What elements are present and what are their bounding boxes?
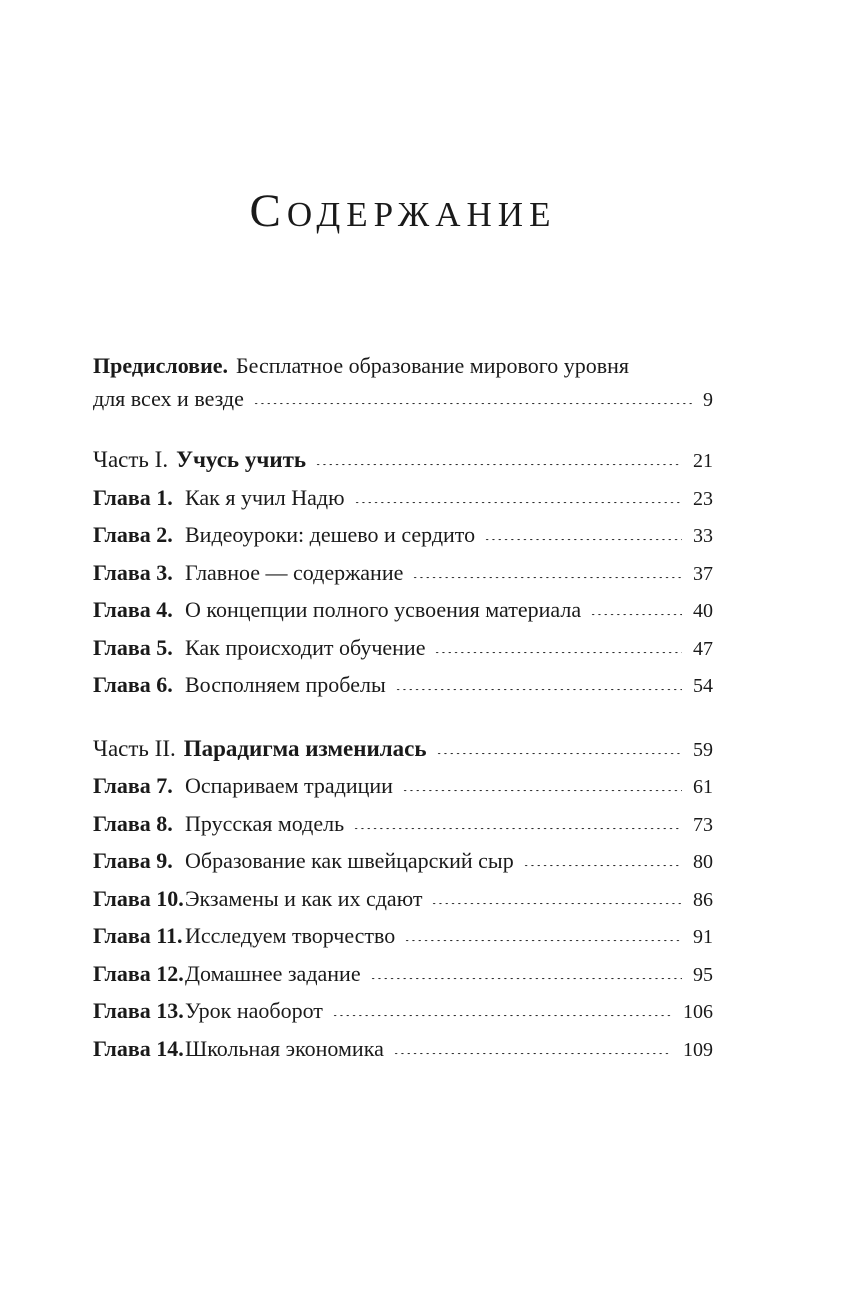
chapter-label: Глава 9. bbox=[93, 848, 173, 873]
page-number: 80 bbox=[693, 851, 713, 873]
page-number: 40 bbox=[693, 600, 713, 622]
chapter-label: Глава 7. bbox=[93, 773, 173, 798]
toc-entry-chapter-12 bbox=[93, 955, 713, 993]
page-number: 37 bbox=[693, 562, 713, 585]
page-number: 91 bbox=[693, 926, 713, 948]
part-title: Учусь учить bbox=[176, 447, 307, 472]
dot-leader bbox=[253, 403, 692, 406]
dot-leader bbox=[402, 790, 682, 793]
page-number: 23 bbox=[693, 487, 713, 510]
chapter-label: Глава 11. bbox=[93, 923, 183, 948]
toc-entry-chapter-7 bbox=[93, 767, 713, 805]
chapter-title: Восполняем пробелы bbox=[185, 672, 386, 697]
chapter-title: Экзамены и как их сдают bbox=[185, 885, 423, 911]
preface-title-line2: для всех и везде bbox=[93, 386, 244, 411]
toc-entry-chapter-10 bbox=[93, 880, 713, 918]
chapter-title: Домашнее задание bbox=[185, 960, 361, 986]
dot-leader bbox=[436, 753, 682, 756]
toc-entry-chapter-13 bbox=[93, 992, 713, 1030]
toc-entry-part2 bbox=[93, 730, 713, 768]
chapter-label: Глава 5. bbox=[93, 634, 173, 660]
page-title: СОДЕРЖАНИЕ bbox=[249, 185, 557, 237]
page-number: 54 bbox=[693, 675, 713, 697]
toc-entry-preface-line1 bbox=[93, 349, 713, 382]
dot-leader bbox=[395, 689, 682, 692]
page-number: 9 bbox=[703, 389, 713, 411]
chapter-label: Глава 2. bbox=[93, 522, 173, 547]
chapter-title: Оспариваем традиции bbox=[185, 773, 393, 798]
chapter-title: Прусская модель bbox=[185, 810, 345, 836]
page-number: 95 bbox=[693, 963, 713, 986]
chapter-title: Как я учил Надю bbox=[185, 484, 345, 510]
chapter-title: Образование как швейцарский сыр bbox=[185, 848, 514, 873]
page-number: 86 bbox=[693, 888, 713, 911]
chapter-label: Глава 4. bbox=[93, 597, 173, 622]
toc-entry-chapter-14 bbox=[93, 1030, 713, 1068]
dot-leader bbox=[353, 828, 682, 831]
chapter-label: Глава 14. bbox=[93, 1035, 184, 1061]
part-title: Парадигма изменилась bbox=[183, 735, 427, 761]
chapter-title: О концепции полного усвоения материала bbox=[185, 597, 582, 622]
chapter-title: Видеоуроки: дешево и сердито bbox=[185, 522, 476, 547]
dot-leader bbox=[431, 903, 682, 906]
chapter-title: Главное — содержание bbox=[185, 559, 404, 585]
toc-entry-chapter-3 bbox=[93, 554, 713, 592]
toc-entry-chapter-9 bbox=[93, 842, 713, 880]
chapter-title: Урок наоборот bbox=[185, 998, 323, 1023]
page-number: 106 bbox=[683, 1001, 713, 1023]
preface-label: Предисловие. bbox=[93, 353, 229, 378]
dot-leader bbox=[484, 539, 682, 542]
dot-leader bbox=[404, 940, 682, 943]
chapter-label: Глава 10. bbox=[93, 885, 184, 911]
dot-leader bbox=[370, 978, 682, 981]
chapter-label: Глава 1. bbox=[93, 484, 173, 510]
page-number: 33 bbox=[693, 525, 713, 547]
chapter-title: Как происходит обучение bbox=[185, 634, 426, 660]
dot-leader bbox=[412, 577, 682, 580]
toc-entry-chapter-6 bbox=[93, 666, 713, 704]
dot-leader bbox=[590, 614, 682, 617]
dot-leader bbox=[354, 502, 682, 505]
dot-leader bbox=[523, 865, 682, 868]
page-number: 47 bbox=[693, 637, 713, 660]
toc-entry-chapter-11 bbox=[93, 917, 713, 955]
chapter-label: Глава 3. bbox=[93, 559, 173, 585]
dot-leader bbox=[332, 1015, 672, 1018]
toc-entry-part1 bbox=[93, 441, 713, 479]
chapter-title: Школьная экономика bbox=[185, 1035, 384, 1061]
toc-entry-chapter-2 bbox=[93, 516, 713, 554]
dot-leader bbox=[393, 1053, 672, 1056]
page-number: 61 bbox=[693, 776, 713, 798]
toc-entry-chapter-5 bbox=[93, 629, 713, 667]
toc-entry-chapter-4 bbox=[93, 591, 713, 629]
chapter-title: Исследуем творчество bbox=[185, 923, 396, 948]
page-number: 21 bbox=[693, 450, 713, 472]
page-number: 109 bbox=[683, 1038, 713, 1061]
toc-entry-chapter-1 bbox=[93, 479, 713, 517]
dot-leader bbox=[434, 652, 682, 655]
chapter-label: Глава 13. bbox=[93, 998, 184, 1023]
preface-title-line1: Бесплатное образование мирового уровня bbox=[236, 353, 629, 378]
part-label: Часть I. bbox=[93, 447, 169, 472]
chapter-label: Глава 8. bbox=[93, 810, 173, 836]
chapter-label: Глава 6. bbox=[93, 672, 173, 697]
dot-leader bbox=[315, 464, 682, 467]
part-label: Часть II. bbox=[93, 735, 176, 761]
toc-entry-preface-line2 bbox=[93, 382, 713, 415]
toc-entry-chapter-8 bbox=[93, 805, 713, 843]
page-number: 59 bbox=[693, 738, 713, 761]
page-number: 73 bbox=[693, 813, 713, 836]
chapter-label: Глава 12. bbox=[93, 960, 184, 986]
table-of-contents bbox=[93, 0, 713, 1067]
